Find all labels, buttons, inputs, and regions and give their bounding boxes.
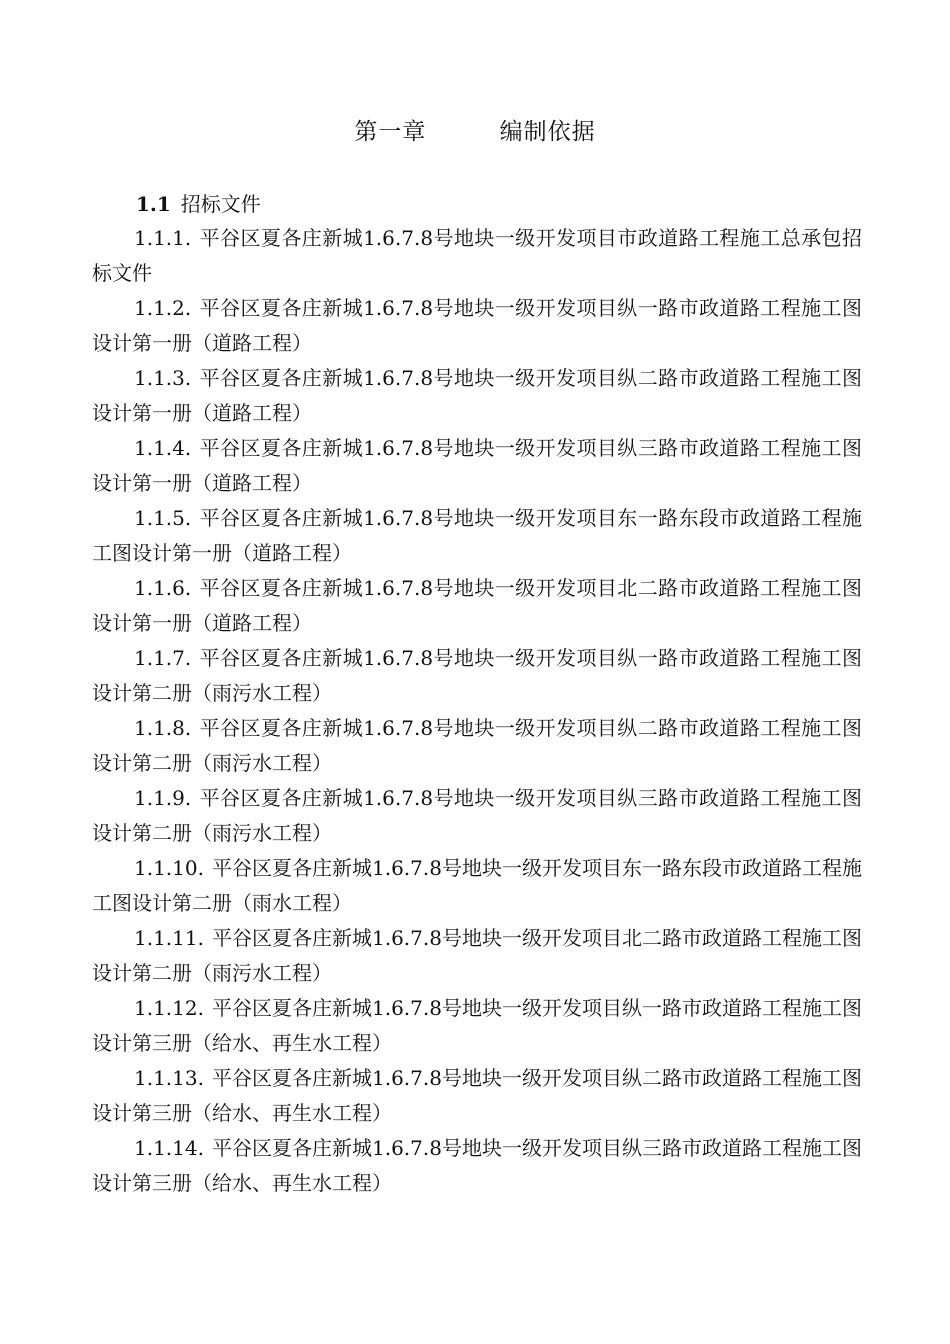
list-item — [92, 501, 862, 571]
section-title: 招标文件 — [180, 192, 261, 216]
section-number: 1.1 — [136, 192, 171, 216]
list-item — [92, 431, 862, 501]
reference-list — [92, 221, 862, 1201]
list-item — [92, 921, 862, 991]
list-item — [92, 1061, 862, 1131]
item-text: 平谷区夏各庄新城1.6.7.8号地块一级开发项目纵一路市政道路工程施工图设计第三册（给水、再生水工程） — [92, 996, 862, 1055]
item-number: 1.1.11. — [134, 926, 204, 950]
item-text: 平谷区夏各庄新城1.6.7.8号地块一级开发项目纵三路市政道路工程施工图设计第二册（雨污水工程） — [92, 786, 862, 845]
section-heading — [136, 186, 261, 222]
chapter-title: 第一章 编制依据 — [354, 119, 596, 145]
item-number: 1.1.13. — [134, 1066, 204, 1090]
list-item — [92, 221, 862, 291]
item-text: 平谷区夏各庄新城1.6.7.8号地块一级开发项目东一路东段市政道路工程施工图设计第二册（雨水工程） — [92, 856, 862, 915]
item-number: 1.1.2. — [134, 296, 192, 320]
item-text: 平谷区夏各庄新城1.6.7.8号地块一级开发项目东一路东段市政道路工程施工图设计第一册（道路工程） — [92, 506, 862, 565]
item-text: 平谷区夏各庄新城1.6.7.8号地块一级开发项目纵二路市政道路工程施工图设计第三册（给水、再生水工程） — [92, 1066, 862, 1125]
item-text: 平谷区夏各庄新城1.6.7.8号地块一级开发项目市政道路工程施工总承包招标文件 — [92, 226, 862, 285]
item-number: 1.1.4. — [134, 436, 192, 460]
item-number: 1.1.3. — [134, 366, 192, 390]
item-number: 1.1.8. — [134, 716, 192, 740]
list-item — [92, 851, 862, 921]
item-number: 1.1.10. — [134, 856, 204, 880]
list-item — [92, 641, 862, 711]
item-text: 平谷区夏各庄新城1.6.7.8号地块一级开发项目北二路市政道路工程施工图设计第二册（雨污水工程） — [92, 926, 862, 985]
item-text: 平谷区夏各庄新城1.6.7.8号地块一级开发项目纵一路市政道路工程施工图设计第二册（雨污水工程） — [92, 646, 862, 705]
item-number: 1.1.1. — [134, 226, 192, 250]
item-text: 平谷区夏各庄新城1.6.7.8号地块一级开发项目纵二路市政道路工程施工图设计第一册（道路工程） — [92, 366, 862, 425]
item-number: 1.1.7. — [134, 646, 192, 670]
list-item — [92, 1131, 862, 1201]
item-text: 平谷区夏各庄新城1.6.7.8号地块一级开发项目纵一路市政道路工程施工图设计第一册（道路工程） — [92, 296, 862, 355]
item-text: 平谷区夏各庄新城1.6.7.8号地块一级开发项目纵三路市政道路工程施工图设计第一册（道路工程） — [92, 436, 862, 495]
list-item — [92, 991, 862, 1061]
item-number: 1.1.14. — [134, 1136, 204, 1160]
item-text: 平谷区夏各庄新城1.6.7.8号地块一级开发项目纵二路市政道路工程施工图设计第二册（雨污水工程） — [92, 716, 862, 775]
list-item — [92, 711, 862, 781]
list-item — [92, 291, 862, 361]
list-item — [92, 571, 862, 641]
item-text: 平谷区夏各庄新城1.6.7.8号地块一级开发项目北二路市政道路工程施工图设计第一册（道路工程） — [92, 576, 862, 635]
list-item — [92, 361, 862, 431]
item-number: 1.1.12. — [134, 996, 204, 1020]
item-number: 1.1.6. — [134, 576, 192, 600]
list-item — [92, 781, 862, 851]
item-number: 1.1.9. — [134, 786, 192, 810]
item-text: 平谷区夏各庄新城1.6.7.8号地块一级开发项目纵三路市政道路工程施工图设计第三册（给水、再生水工程） — [92, 1136, 862, 1195]
item-number: 1.1.5. — [134, 506, 192, 530]
